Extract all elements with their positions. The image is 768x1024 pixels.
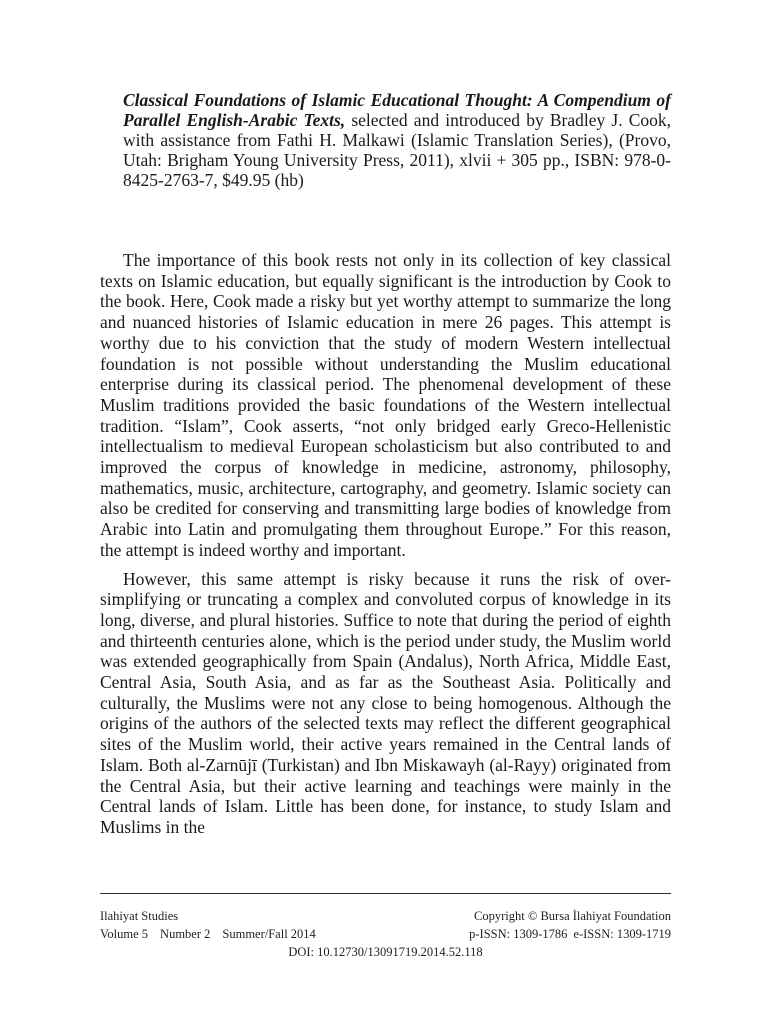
doi-link[interactable]: DOI: 10.12730/13091719.2014.52.118 [288, 945, 483, 959]
paragraph: However, this same attempt is risky because it runs the risk of over-simplifying or truncating a complex and convoluted corpus of knowledge in its long, diverse, and plural histories. Suffice to note that during the period of eighth and thirteenth centuries alone, which is the period under study, the Muslim world was extended geographically from Spain (Andalus), North Africa, Middle East, Central Asia, South Asia, and as far as the Southeast Asia. Politically and culturally, the Muslims were not any close to being homogenous. Although the origins of the authors of the selected texts may reflect the different geographical sites of the Muslim world, their active years remained in the Central lands of Islam. Both al-Zarnūjī (Turkistan) and Ibn Miskawayh (al-Rayy) originated from the Central Asia, but their active learning and teachings were mainly in the Central lands of Islam. Little has been done, for instance, to study Islam and Muslims in the [100, 568, 671, 837]
book-title: Classical Foundations of Islamic Educational Thought: A Compendium of Parallel English-Arabic Texts, [123, 90, 671, 130]
copyright-notice: Copyright © Bursa İlahiyat Foundation [474, 909, 671, 923]
season-label: Summer/Fall 2014 [222, 927, 316, 941]
review-body [100, 250, 671, 846]
footer-divider [100, 893, 671, 894]
book-citation [123, 90, 671, 190]
book-details: selected and introduced by Bradley J. Cook, with assistance from Fathi H. Malkawi (Islamic Translation Series), (Provo, Utah: Brigham Young University Press, 2011), xlvii + 305 pp., ISBN: 978-0-8425-2763-7, $49.95 (hb) [123, 110, 672, 190]
volume-label: Volume 5 [100, 927, 149, 941]
page-footer [100, 907, 671, 961]
journal-name: Ilahiyat Studies [100, 909, 179, 923]
electronic-issn: e-ISSN: 1309-1719 [573, 927, 671, 941]
number-label: Number 2 [160, 927, 211, 941]
paragraph: The importance of this book rests not only in its collection of key classical texts on Islamic education, but equally significant is the introduction by Cook to the book. Here, Cook made a risky but yet worthy attempt to summarize the long and nuanced histories of Islamic education in mere 26 pages. This attempt is worthy due to his conviction that the study of modern Western intellectual foundation is not possible without understanding the Muslim educational enterprise during its classical period. The phenomenal development of these Muslim traditions provided the basic foundations of the Western intellectual tradition. “Islam”, Cook asserts, “not only bridged early Greco-Hellenistic intellectualism to medieval European scholasticism but also contributed to and improved the corpus of knowledge in medicine, astronomy, philosophy, mathematics, music, architecture, cartography, and geometry. Islamic society can also be credited for conserving and transmitting large bodies of knowledge from Arabic into Latin and promulgating them throughout Europe.” For this reason, the attempt is indeed worthy and important. [100, 250, 671, 560]
print-issn: p-ISSN: 1309-1786 [469, 927, 568, 941]
